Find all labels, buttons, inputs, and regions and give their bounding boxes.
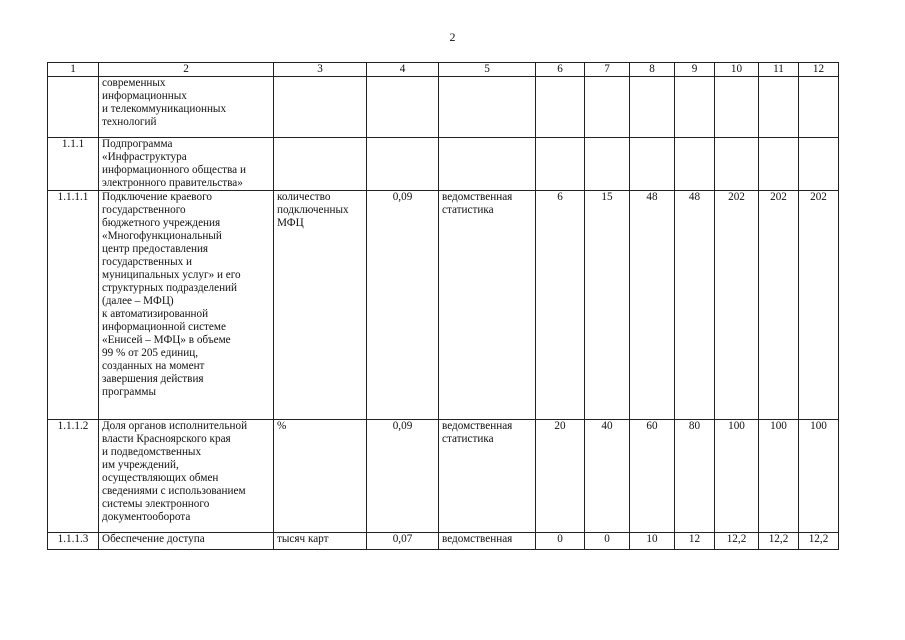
row-value [536,138,585,191]
row-value: 202 [759,191,799,420]
row-unit: количество подключенных МФЦ [274,191,367,420]
column-number: 12 [799,63,839,77]
row-source [439,77,536,138]
row-code: 1.1.1.2 [48,420,99,533]
row-weight [367,77,439,138]
row-value [799,77,839,138]
column-number: 11 [759,63,799,77]
row-code: 1.1.1 [48,138,99,191]
row-unit: тысяч карт [274,533,367,550]
row-weight: 0,07 [367,533,439,550]
row-value: 6 [536,191,585,420]
row-value: 100 [715,420,759,533]
row-name: Доля органов исполнительной власти Красноярского края и подведомственных им учреждений, осуществляющих обмен сведениями с использованием системы электронного документооборота [99,420,274,533]
row-value [675,138,715,191]
column-number: 5 [439,63,536,77]
row-weight: 0,09 [367,420,439,533]
row-value [630,77,675,138]
row-value: 12,2 [715,533,759,550]
row-unit [274,77,367,138]
row-code: 1.1.1.3 [48,533,99,550]
row-value [799,138,839,191]
row-value: 100 [799,420,839,533]
indicators-table [47,62,839,550]
row-value: 0 [585,533,630,550]
row-value: 48 [675,191,715,420]
column-number: 8 [630,63,675,77]
table-row [48,533,839,550]
row-value: 0 [536,533,585,550]
row-name: Обеспечение доступа [99,533,274,550]
row-value [630,138,675,191]
page-number: 2 [449,30,456,44]
column-number: 6 [536,63,585,77]
row-name: Подпрограмма «Инфраструктура информационного общества и электронного правительства» [99,138,274,191]
row-value [585,138,630,191]
table-row [48,420,839,533]
row-value [715,138,759,191]
column-number: 3 [274,63,367,77]
row-code [48,77,99,138]
row-weight: 0,09 [367,191,439,420]
row-value [585,77,630,138]
row-weight [367,138,439,191]
column-number: 9 [675,63,715,77]
column-number: 10 [715,63,759,77]
table-row [48,77,839,138]
column-numbers-row [48,63,839,77]
row-unit [274,138,367,191]
row-value: 12,2 [759,533,799,550]
row-value: 12 [675,533,715,550]
row-source: ведомственная [439,533,536,550]
row-value: 10 [630,533,675,550]
row-value: 100 [759,420,799,533]
row-value: 60 [630,420,675,533]
column-number: 7 [585,63,630,77]
row-value: 48 [630,191,675,420]
row-value [759,138,799,191]
column-number: 1 [48,63,99,77]
row-unit: % [274,420,367,533]
table-row [48,138,839,191]
row-value: 15 [585,191,630,420]
row-value: 12,2 [799,533,839,550]
row-name: современных информационных и телекоммуникационных технологий [99,77,274,138]
row-value: 20 [536,420,585,533]
row-source [439,138,536,191]
row-name: Подключение краевого государственного бюджетного учреждения «Многофункциональный центр предоставления государственных и муниципальных услуг» и его структурных подразделений (далее – МФЦ) к автоматизированной информационной системе «Енисей – МФЦ» в объеме 99 % от 205 единиц, созданных на момент завершения действия программы [99,191,274,420]
row-value: 202 [715,191,759,420]
column-number: 2 [99,63,274,77]
table-row [48,191,839,420]
column-number: 4 [367,63,439,77]
row-value [759,77,799,138]
row-value [675,77,715,138]
row-code: 1.1.1.1 [48,191,99,420]
row-value [536,77,585,138]
row-source: ведомственная статистика [439,420,536,533]
row-value [715,77,759,138]
row-value: 80 [675,420,715,533]
row-value: 202 [799,191,839,420]
row-value: 40 [585,420,630,533]
row-source: ведомственная статистика [439,191,536,420]
